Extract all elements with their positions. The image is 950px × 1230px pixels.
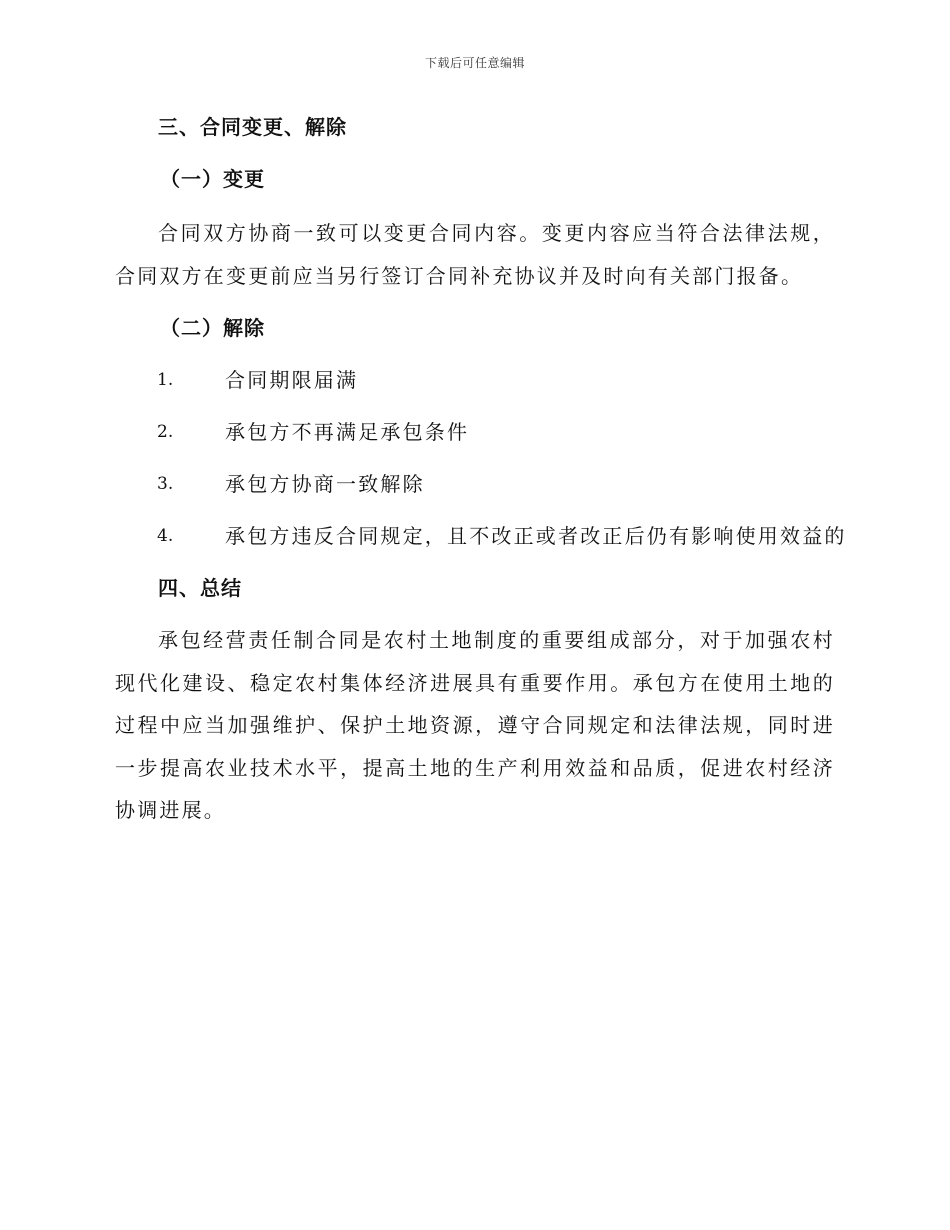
page-header: 下载后可任意编辑 <box>424 56 525 70</box>
subsection-change-heading: （一）变更 <box>160 167 265 191</box>
summary-paragraph: 承包经营责任制合同是农村土地制度的重要组成部分，对于加强农村现代化建设、稳定农村集体经济进展具有重要作用。承包方在使用土地的过程中应当加强维护、保护土地资源，遵守合同规定和法律法规，同时进一步提高农业技术水平，提高土地的生产利用效益和品质，促进农村经济协调进展。 <box>115 628 835 822</box>
list-item-number: 3. <box>157 474 174 494</box>
list-item <box>115 363 835 415</box>
list-item-number: 2. <box>157 422 174 442</box>
list-item <box>115 415 835 467</box>
list-item-text: 承包方不再满足承包条件 <box>225 420 470 444</box>
section-4-heading: 四、总结 <box>158 576 242 600</box>
list-item-number: 4. <box>157 526 174 546</box>
list-item <box>115 519 847 571</box>
list-item-text: 合同期限届满 <box>225 368 359 392</box>
document-body <box>115 110 847 832</box>
change-paragraph: 合同双方协商一致可以变更合同内容。变更内容应当符合法律法规，合同双方在变更前应当另行签订合同补充协议并及时向有关部门报备。 <box>115 221 835 288</box>
list-item <box>115 467 835 519</box>
subsection-termination-heading: （二）解除 <box>160 316 265 340</box>
list-item-text: 承包方协商一致解除 <box>225 472 425 496</box>
list-item-number: 1. <box>157 370 174 390</box>
section-3-heading: 三、合同变更、解除 <box>158 115 347 139</box>
list-item-text: 承包方违反合同规定，且不改正或者改正后仍有影响使用效益的 <box>225 524 847 548</box>
